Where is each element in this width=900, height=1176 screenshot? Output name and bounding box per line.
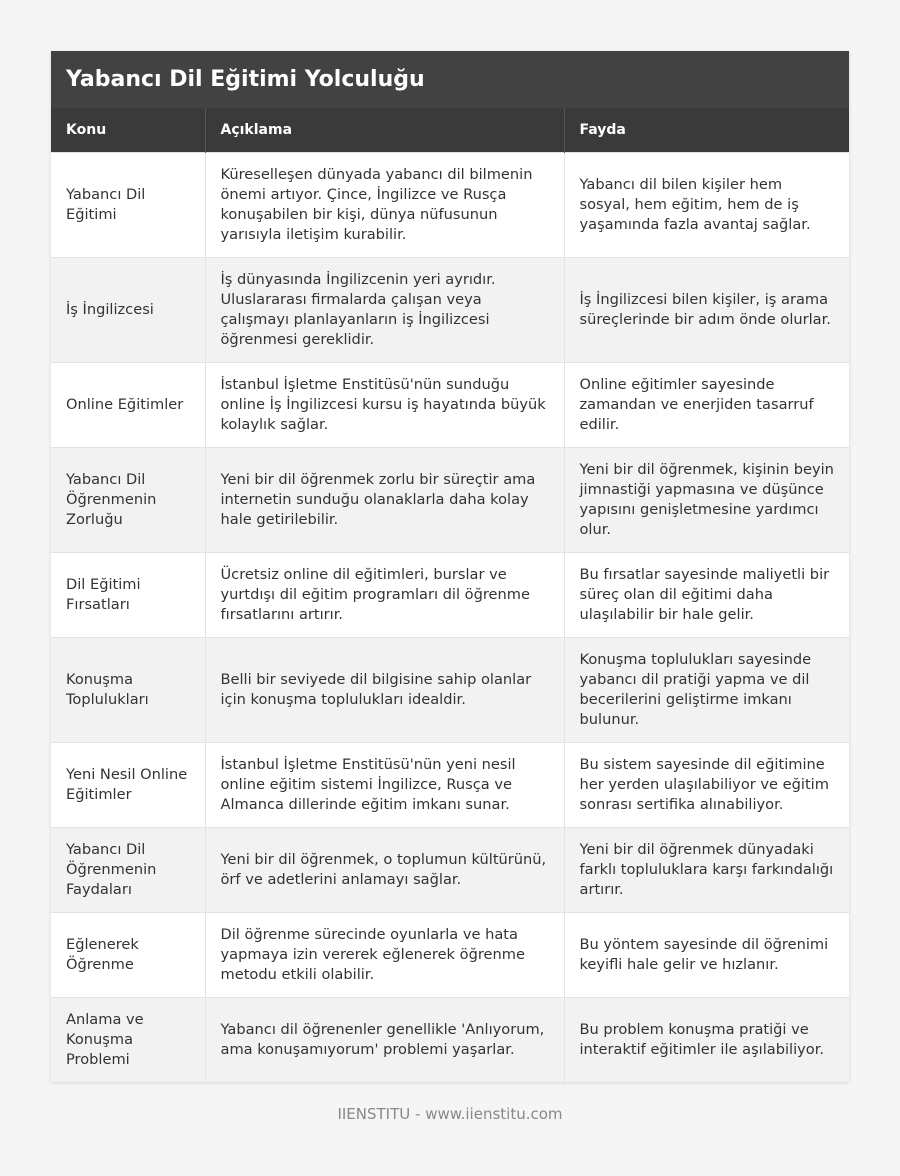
cell-konu: İş İngilizcesi [51, 257, 205, 362]
cell-konu: Anlama ve Konuşma Problemi [51, 997, 205, 1082]
table-header-row [51, 108, 849, 152]
table-row [51, 447, 849, 552]
table-row [51, 257, 849, 362]
table-row [51, 362, 849, 447]
cell-fayda: Online eğitimler sayesinde zamandan ve enerjiden tasarruf edilir. [564, 362, 849, 447]
column-header-konu: Konu [51, 108, 205, 152]
column-header-aciklama: Açıklama [205, 108, 564, 152]
table-row [51, 552, 849, 637]
cell-fayda: Yeni bir dil öğrenmek dünyadaki farklı topluluklara karşı farkındalığı artırır. [564, 827, 849, 912]
cell-aciklama: İstanbul İşletme Enstitüsü'nün sunduğu online İş İngilizcesi kursu iş hayatında büyük kolaylık sağlar. [205, 362, 564, 447]
cell-fayda: Bu yöntem sayesinde dil öğrenimi keyifli hale gelir ve hızlanır. [564, 912, 849, 997]
cell-konu: Yabancı Dil Eğitimi [51, 152, 205, 257]
cell-konu: Yabancı Dil Öğrenmenin Zorluğu [51, 447, 205, 552]
table-row [51, 827, 849, 912]
cell-fayda: Bu fırsatlar sayesinde maliyetli bir süreç olan dil eğitimi daha ulaşılabilir bir hale gelir. [564, 552, 849, 637]
page-title: Yabancı Dil Eğitimi Yolculuğu [51, 51, 849, 108]
table-row [51, 152, 849, 257]
cell-konu: Yeni Nesil Online Eğitimler [51, 742, 205, 827]
cell-konu: Online Eğitimler [51, 362, 205, 447]
cell-fayda: Bu problem konuşma pratiği ve interaktif eğitimler ile aşılabiliyor. [564, 997, 849, 1082]
table-row [51, 742, 849, 827]
cell-aciklama: Yeni bir dil öğrenmek zorlu bir süreçtir ama internetin sunduğu olanaklarla daha kolay hale getirilebilir. [205, 447, 564, 552]
cell-fayda: Yabancı dil bilen kişiler hem sosyal, hem eğitim, hem de iş yaşamında fazla avantaj sağlar. [564, 152, 849, 257]
cell-aciklama: İstanbul İşletme Enstitüsü'nün yeni nesil online eğitim sistemi İngilizce, Rusça ve Almanca dillerinde eğitim imkanı sunar. [205, 742, 564, 827]
cell-aciklama: Yeni bir dil öğrenmek, o toplumun kültürünü, örf ve adetlerini anlamayı sağlar. [205, 827, 564, 912]
cell-aciklama: Yabancı dil öğrenenler genellikle 'Anlıyorum, ama konuşamıyorum' problemi yaşarlar. [205, 997, 564, 1082]
table-row [51, 912, 849, 997]
cell-fayda: Konuşma toplulukları sayesinde yabancı dil pratiği yapma ve dil becerilerini geliştirme imkanı bulunur. [564, 637, 849, 742]
column-header-fayda: Fayda [564, 108, 849, 152]
cell-konu: Yabancı Dil Öğrenmenin Faydaları [51, 827, 205, 912]
table-row [51, 637, 849, 742]
cell-fayda: İş İngilizcesi bilen kişiler, iş arama süreçlerinde bir adım önde olurlar. [564, 257, 849, 362]
cell-konu: Eğlenerek Öğrenme [51, 912, 205, 997]
topics-table [51, 108, 849, 1082]
cell-aciklama: Belli bir seviyede dil bilgisine sahip olanlar için konuşma toplulukları idealdir. [205, 637, 564, 742]
cell-konu: Dil Eğitimi Fırsatları [51, 552, 205, 637]
cell-aciklama: Dil öğrenme sürecinde oyunlarla ve hata yapmaya izin vererek eğlenerek öğrenme metodu etkili olabilir. [205, 912, 564, 997]
table-row [51, 997, 849, 1082]
cell-aciklama: İş dünyasında İngilizcenin yeri ayrıdır. Uluslararası firmalarda çalışan veya çalışmayı planlayanların iş İngilizcesi öğrenmesi gereklidir. [205, 257, 564, 362]
footer-text: IIENSTITU - www.iienstitu.com [337, 1105, 563, 1123]
cell-fayda: Bu sistem sayesinde dil eğitimine her yerden ulaşılabiliyor ve eğitim sonrası sertifika alınabiliyor. [564, 742, 849, 827]
cell-fayda: Yeni bir dil öğrenmek, kişinin beyin jimnastiği yapmasına ve düşünce yapısını genişletmesine yardımcı olur. [564, 447, 849, 552]
cell-aciklama: Ücretsiz online dil eğitimleri, burslar ve yurtdışı dil eğitim programları dil öğrenme fırsatlarını artırır. [205, 552, 564, 637]
cell-konu: Konuşma Toplulukları [51, 637, 205, 742]
cell-aciklama: Küreselleşen dünyada yabancı dil bilmenin önemi artıyor. Çince, İngilizce ve Rusça konuşabilen bir kişi, dünya nüfusunun yarısıyla iletişim kurabilir. [205, 152, 564, 257]
content-card [51, 51, 849, 1082]
